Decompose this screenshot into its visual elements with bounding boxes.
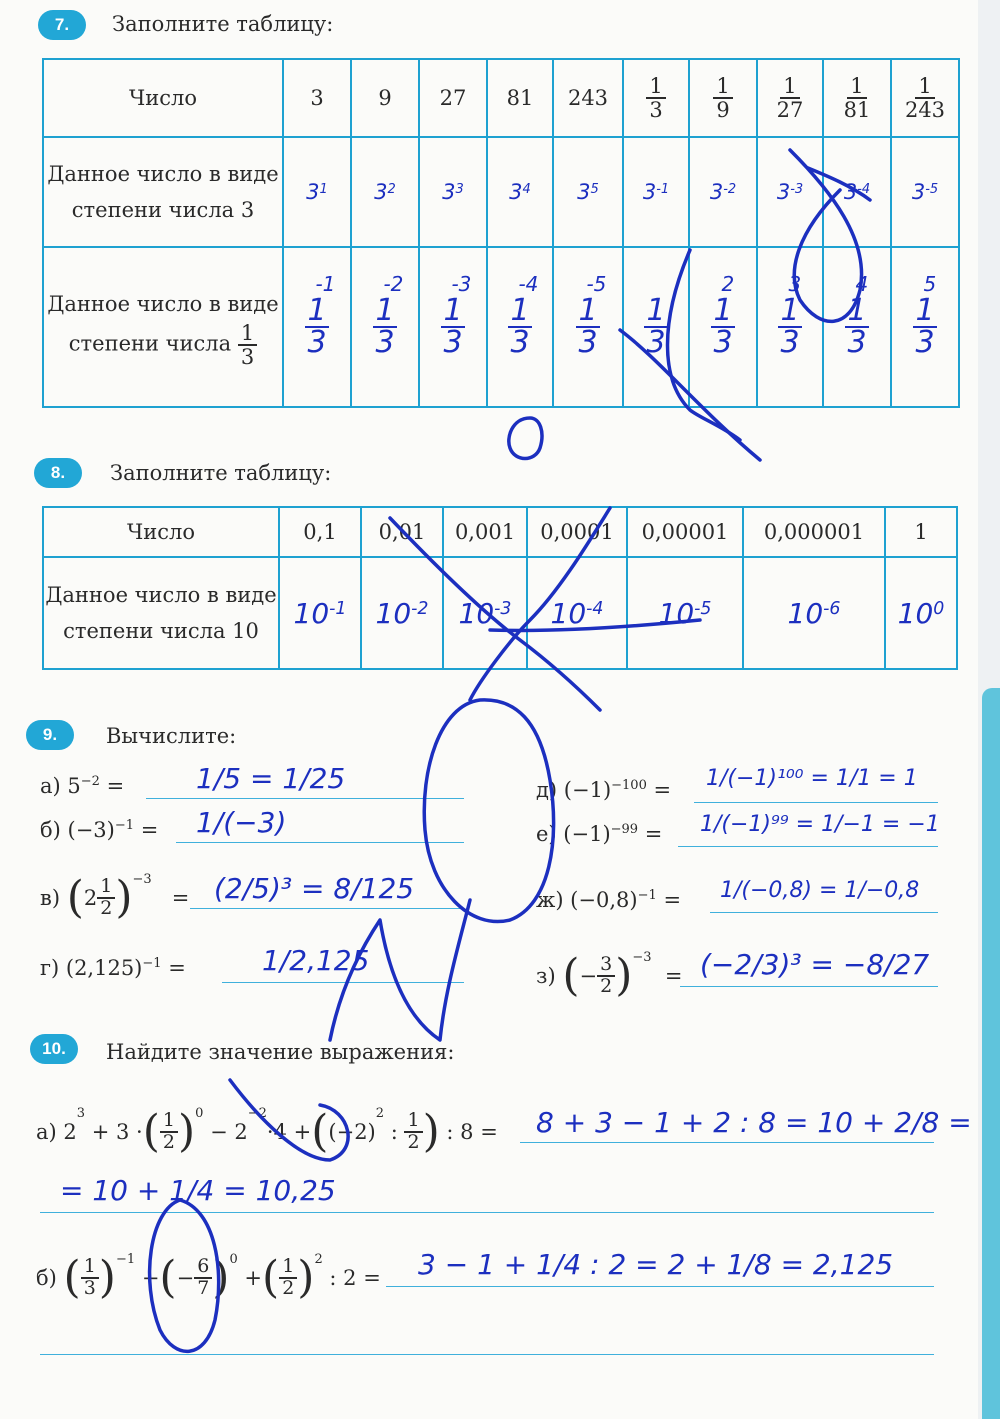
table-cell: 81 [487, 59, 553, 137]
answer-base: 3 [374, 180, 388, 204]
expression-exponent: −2 [80, 774, 100, 789]
table-cell: 0,1 [279, 507, 361, 557]
hw-fraction [913, 272, 937, 360]
answer-line[interactable] [190, 908, 464, 909]
answer-line[interactable] [386, 1286, 934, 1287]
handwritten-answer[interactable] [283, 137, 351, 247]
answer-base: 3 [509, 180, 523, 204]
fraction-den: 3 [915, 325, 935, 360]
task-10-b-expression: б) ( $\frac{1}{3}$ ) $^{-1}$ − ( − $\frac{6}{7}$ ) $^0$ + ( $\frac{1}{2}$ ) $^2$ : 2 = [36, 1252, 381, 1303]
fraction-num: 1 [646, 293, 666, 328]
handwritten-answer[interactable] [527, 557, 627, 669]
answer-exponent: -6 [823, 598, 841, 619]
handwritten-answer[interactable] [361, 557, 443, 669]
fraction-den: 3 [780, 325, 800, 360]
handwritten-answer[interactable] [487, 137, 553, 247]
handwritten-answer[interactable] [757, 247, 823, 407]
answer-exponent: 5 [590, 181, 599, 197]
task-8-title: Заполните таблицу: [110, 461, 332, 485]
fraction-den: 27 [776, 98, 804, 122]
answer-base: 3 [642, 180, 657, 204]
answer-line[interactable] [146, 798, 464, 799]
task-10-badge: 10. [30, 1034, 78, 1064]
answer-exponent: 4 [855, 272, 869, 296]
fraction-num: 1 [847, 293, 867, 328]
answer-exponent: 0 [933, 598, 945, 619]
fraction-num: 1 [443, 293, 463, 328]
task-9-title: Вычислите: [106, 724, 237, 748]
answer-exponent: 3 [788, 272, 802, 296]
mixed-whole: 2 [83, 885, 98, 910]
fraction-den: 3 [510, 325, 530, 360]
task-9-v-answer: (2/5)³ = 8/125 [214, 872, 415, 905]
fraction [774, 75, 807, 121]
row-header-pow13 [43, 247, 283, 407]
equals-sign: = [106, 774, 125, 798]
hw-fraction [441, 272, 472, 360]
row-header-number: Число [43, 507, 279, 557]
handwritten-answer[interactable] [553, 137, 623, 247]
answer-exponent: 1 [319, 181, 328, 197]
fraction-den: 2 [600, 974, 613, 997]
hw-fraction [305, 272, 336, 360]
fraction-den: 3 [375, 325, 395, 360]
fraction-num: 1 [578, 293, 598, 328]
table-cell [891, 59, 959, 137]
expression-exponent: −100 [611, 778, 647, 793]
table-cell: 0,01 [361, 507, 443, 557]
answer-exponent: 5 [923, 272, 937, 296]
answer-exponent: -3 [451, 272, 472, 296]
task-9-v-expression: в) ( 2 $\frac{1}{2}$ ) $^{-3}$ = [40, 872, 190, 923]
answer-line[interactable] [40, 1354, 934, 1355]
fraction [646, 75, 665, 121]
answer-exponent: -5 [925, 181, 939, 197]
task-9-g-expression [40, 956, 186, 980]
fraction-den: 3 [240, 345, 255, 369]
handwritten-answer[interactable] [689, 137, 757, 247]
answer-line[interactable] [176, 842, 464, 843]
fraction [597, 952, 615, 997]
handwritten-answer[interactable] [757, 137, 823, 247]
fraction-num: 1 [915, 75, 934, 99]
answer-exponent: -5 [586, 272, 607, 296]
answer-base: 3 [306, 180, 320, 204]
expression-label: е) (−1) [536, 822, 611, 846]
fraction-den: 3 [649, 98, 663, 122]
expression-exponent: −1 [142, 956, 162, 971]
handwritten-answer[interactable] [891, 137, 959, 247]
handwritten-answer[interactable] [885, 557, 957, 669]
expression-label: а) 5 [40, 774, 81, 798]
fraction-den: 3 [443, 325, 463, 360]
fraction-num: 1 [510, 293, 530, 328]
task-9-a-answer: 1/5 = 1/25 [196, 762, 346, 795]
fraction-num: 1 [847, 75, 866, 99]
task-9-a-expression [40, 774, 124, 798]
fraction-den: 2 [100, 896, 113, 919]
answer-base: 10 [658, 596, 695, 630]
answer-exponent: -1 [315, 272, 336, 296]
table-cell [823, 59, 891, 137]
handwritten-answer[interactable] [443, 557, 527, 669]
equals-sign: = [644, 822, 663, 846]
handwritten-answer[interactable] [623, 137, 689, 247]
answer-exponent: -2 [411, 598, 429, 619]
answer-line[interactable] [222, 982, 464, 983]
hw-fraction [845, 272, 869, 360]
fraction-num: 1 [780, 293, 800, 328]
hw-fraction [576, 272, 607, 360]
expression-label: ж) (−0,8) [536, 888, 638, 912]
answer-base: 3 [709, 180, 724, 204]
task-9-g-answer: 1/2,125 [262, 944, 370, 977]
expression-exponent: −1 [114, 818, 135, 833]
fraction-den: 243 [904, 98, 946, 122]
row-header-number: Число [43, 59, 283, 137]
handwritten-answer[interactable] [891, 247, 959, 407]
fraction-num: 1 [375, 293, 395, 328]
expression-label: б) (−3) [40, 818, 115, 842]
expression-exponent: −99 [610, 822, 639, 837]
answer-base: 3 [577, 180, 591, 204]
answer-line[interactable] [40, 1212, 934, 1213]
expression-label: д) (−1) [536, 778, 612, 802]
answer-exponent: -4 [857, 181, 871, 197]
fraction-num: 1 [713, 75, 732, 99]
minus-sign: − [579, 963, 598, 988]
task-9-zh-expression [536, 888, 681, 912]
handwritten-answer[interactable] [419, 137, 487, 247]
answer-base: 3 [442, 180, 456, 204]
handwritten-answer[interactable] [627, 557, 743, 669]
handwritten-answer[interactable] [823, 137, 891, 247]
task-8-table [42, 506, 958, 670]
expression-exponent: −3 [132, 872, 152, 887]
expression-label: г) (2,125) [40, 956, 143, 980]
task-9-b-answer: 1/(−3) [196, 806, 287, 839]
task-9-b-expression [40, 818, 158, 842]
answer-exponent: 2 [387, 181, 396, 197]
answer-exponent: -4 [586, 598, 604, 619]
expression-exponent: −3 [632, 950, 652, 965]
answer-base: 10 [458, 596, 495, 630]
answer-exponent: -3 [494, 598, 512, 619]
handwritten-answer[interactable] [351, 247, 419, 407]
table-cell: 0,0001 [527, 507, 627, 557]
expression-label: б) [36, 1265, 57, 1290]
fraction [713, 75, 732, 121]
task-9-d-expression [536, 778, 671, 802]
answer-exponent: -2 [723, 181, 737, 197]
table-cell: 243 [553, 59, 623, 137]
scribble-circle-zero [509, 418, 542, 459]
table-cell: 0,001 [443, 507, 527, 557]
task-7-title: Заполните таблицу: [112, 12, 334, 36]
equals-sign: = [168, 956, 186, 980]
table-cell: 0,000001 [743, 507, 885, 557]
handwritten-answer[interactable] [743, 557, 885, 669]
fraction-num: 1 [307, 293, 327, 328]
task-10-a-expression: а) 2 $^3$ + 3 · ( $\frac{1}{2}$ ) $^0$ − 2 −2 ·4 + ( (−2) $^2$ : $\frac{1}{2}$ ) : 8 = [36, 1106, 498, 1157]
handwritten-answer[interactable] [487, 247, 553, 407]
fraction [902, 75, 948, 121]
expression-label: з) [536, 963, 556, 988]
task-9-z-expression: з) ( − $\frac{3}{2}$ ) $^{-3}$ = [536, 950, 683, 1001]
answer-base: 10 [787, 596, 824, 630]
fraction-num: 1 [713, 293, 733, 328]
fraction-num: 3 [597, 955, 615, 977]
answer-base: 10 [897, 596, 934, 630]
task-9-z-answer: (−2/3)³ = −8/27 [700, 948, 930, 981]
equals-sign: = [171, 885, 190, 910]
table-row-pow3 [43, 137, 959, 247]
answer-exponent: -1 [329, 598, 347, 619]
equals-sign: = [664, 963, 683, 988]
row-header-pow3: Данное число в виде степени числа 3 [43, 137, 283, 247]
answer-exponent: -5 [694, 598, 712, 619]
task-7-badge: 7. [38, 10, 86, 40]
task-9-zh-answer: 1/(−0,8) = 1/−0,8 [720, 878, 920, 903]
answer-exponent: -3 [790, 181, 804, 197]
answer-line[interactable] [678, 846, 938, 847]
answer-line[interactable] [520, 1142, 934, 1143]
table-row-pow13 [43, 247, 959, 407]
handwritten-answer[interactable] [689, 247, 757, 407]
table-row-pow10 [43, 557, 957, 669]
task-9-d-answer: 1/(−1)¹⁰⁰ = 1/1 = 1 [706, 766, 918, 791]
fraction-num: 1 [646, 75, 665, 99]
task-7-table [42, 58, 960, 408]
hw-fraction [644, 293, 667, 360]
handwritten-answer[interactable] [419, 247, 487, 407]
task-10-b-answer: 3 − 1 + 1/4 : 2 = 2 + 1/8 = 2,125 [418, 1248, 894, 1281]
page-side-tab [982, 688, 1000, 1419]
fraction-den: 81 [843, 98, 871, 122]
table-cell [623, 59, 689, 137]
expression-label: в) [40, 885, 61, 910]
answer-exponent: 2 [721, 272, 735, 296]
equals-sign: = [663, 888, 682, 912]
table-cell: 1 [885, 507, 957, 557]
handwritten-answer[interactable] [623, 247, 689, 407]
table-cell: 0,00001 [627, 507, 743, 557]
fraction-num: 1 [97, 877, 115, 899]
fraction-num: 1 [780, 75, 799, 99]
task-10-a-answer-line1: 8 + 3 − 1 + 2 : 8 = 10 + 2/8 = [536, 1106, 972, 1139]
handwritten-answer[interactable] [283, 247, 351, 407]
answer-exponent: -2 [383, 272, 404, 296]
fraction-den: 3 [847, 325, 867, 360]
equals-sign: = [653, 778, 672, 802]
hw-fraction [778, 272, 802, 360]
task-9-e-answer: 1/(−1)⁹⁹ = 1/−1 = −1 [700, 812, 940, 837]
table-cell [757, 59, 823, 137]
table-cell: 3 [283, 59, 351, 137]
answer-base: 3 [776, 180, 791, 204]
table-cell [689, 59, 757, 137]
fraction-den: 9 [716, 98, 730, 122]
answer-line[interactable] [694, 802, 938, 803]
fraction-den: 3 [578, 325, 598, 360]
equals-sign: = [140, 818, 159, 842]
table-row-numbers [43, 507, 957, 557]
answer-base: 3 [911, 180, 926, 204]
fraction-den: 3 [713, 325, 733, 360]
answer-exponent: 4 [522, 181, 531, 197]
table-cell: 9 [351, 59, 419, 137]
task-10-a-answer-line2: = 10 + 1/4 = 10,25 [60, 1174, 336, 1207]
handwritten-answer[interactable] [279, 557, 361, 669]
answer-exponent: -1 [656, 181, 670, 197]
hw-fraction [373, 272, 404, 360]
answer-base: 10 [375, 596, 412, 630]
fraction-den: 3 [646, 325, 666, 360]
row-header-text: Данное число в виде степени числа [47, 291, 279, 356]
task-9-badge: 9. [26, 720, 74, 750]
task-9-e-expression [536, 822, 662, 846]
fraction-den: 3 [307, 325, 327, 360]
hw-fraction [508, 272, 539, 360]
hw-fraction [711, 272, 735, 360]
task-8-badge: 8. [34, 458, 82, 488]
handwritten-answer[interactable] [351, 137, 419, 247]
fraction-num: 1 [238, 322, 257, 346]
answer-base: 10 [550, 596, 587, 630]
answer-exponent: -4 [518, 272, 539, 296]
answer-base: 10 [293, 596, 330, 630]
row-header-pow10: Данное число в виде степени числа 10 [43, 557, 279, 669]
fraction [841, 75, 874, 121]
handwritten-answer[interactable] [823, 247, 891, 407]
answer-exponent: 3 [455, 181, 464, 197]
answer-line[interactable] [680, 986, 938, 987]
handwritten-answer[interactable] [553, 247, 623, 407]
table-row-numbers [43, 59, 959, 137]
scribble-oval [424, 700, 553, 922]
table-cell: 27 [419, 59, 487, 137]
fraction-num: 1 [915, 293, 935, 328]
answer-line[interactable] [710, 912, 938, 913]
answer-base: 3 [843, 180, 858, 204]
fraction [97, 874, 115, 919]
expression-label: а) [36, 1119, 57, 1144]
fraction [238, 322, 257, 368]
expression-exponent: −1 [637, 888, 657, 903]
task-10-title: Найдите значение выражения: [106, 1040, 455, 1064]
